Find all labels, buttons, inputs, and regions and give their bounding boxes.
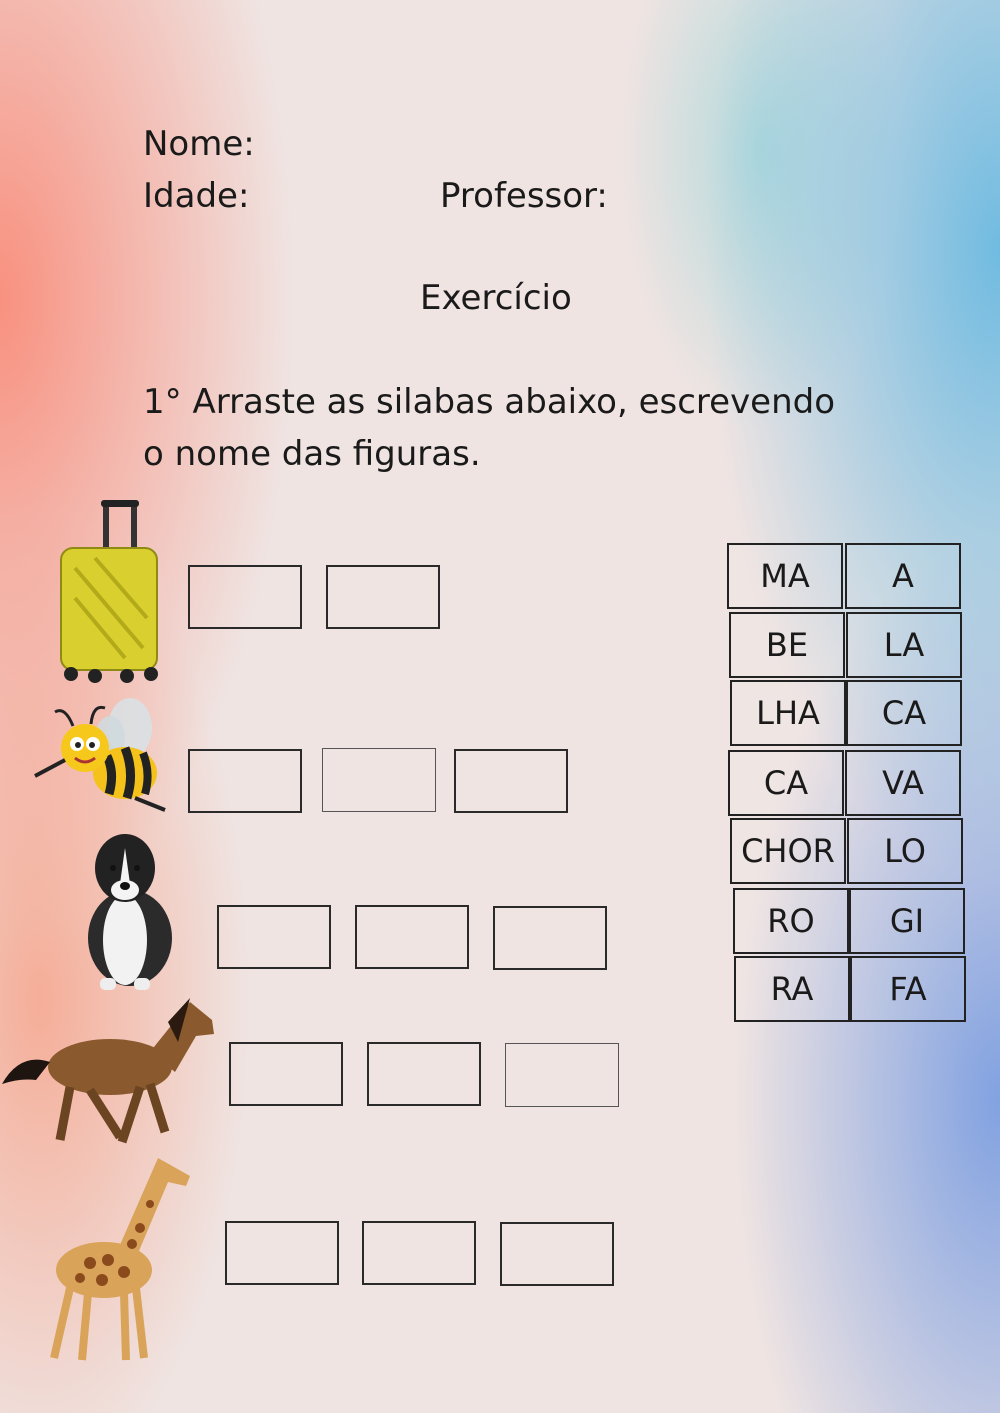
- syllable-tile[interactable]: CHOR: [730, 818, 846, 884]
- syllable-tile[interactable]: A: [845, 543, 961, 609]
- syllable-tile[interactable]: LA: [846, 612, 962, 678]
- syllable-tile[interactable]: CA: [728, 750, 844, 816]
- syllable-tile[interactable]: LO: [847, 818, 963, 884]
- syllable-tile[interactable]: VA: [845, 750, 961, 816]
- horse-icon: [0, 992, 222, 1152]
- syllable-tile[interactable]: CA: [846, 680, 962, 746]
- syllable-tile[interactable]: BE: [729, 612, 845, 678]
- age-label: Idade:: [143, 176, 250, 216]
- answer-box[interactable]: [229, 1042, 343, 1106]
- exercise-title: Exercício: [420, 278, 572, 318]
- syllable-tile[interactable]: RO: [733, 888, 849, 954]
- answer-box[interactable]: [188, 749, 302, 813]
- syllable-tile[interactable]: RA: [734, 956, 850, 1022]
- syllable-tile[interactable]: MA: [727, 543, 843, 609]
- answer-box[interactable]: [322, 748, 436, 812]
- suitcase-icon: [55, 498, 165, 684]
- dog-icon: [80, 828, 180, 992]
- answer-box[interactable]: [362, 1221, 476, 1285]
- answer-box[interactable]: [493, 906, 607, 970]
- answer-box[interactable]: [326, 565, 440, 629]
- answer-box[interactable]: [355, 905, 469, 969]
- answer-box[interactable]: [454, 749, 568, 813]
- instruction-line-2: o nome das figuras.: [143, 434, 481, 474]
- syllable-tile[interactable]: FA: [850, 956, 966, 1022]
- syllable-tile[interactable]: GI: [849, 888, 965, 954]
- instruction-line-1: 1° Arraste as silabas abaixo, escrevendo: [143, 382, 836, 422]
- bee-icon: [25, 698, 185, 818]
- teacher-label: Professor:: [440, 176, 608, 216]
- answer-box[interactable]: [217, 905, 331, 969]
- giraffe-icon: [40, 1148, 202, 1366]
- answer-box[interactable]: [188, 565, 302, 629]
- answer-box[interactable]: [500, 1222, 614, 1286]
- answer-box[interactable]: [225, 1221, 339, 1285]
- syllable-tile[interactable]: LHA: [730, 680, 846, 746]
- name-label: Nome:: [143, 124, 255, 164]
- answer-box[interactable]: [505, 1043, 619, 1107]
- answer-box[interactable]: [367, 1042, 481, 1106]
